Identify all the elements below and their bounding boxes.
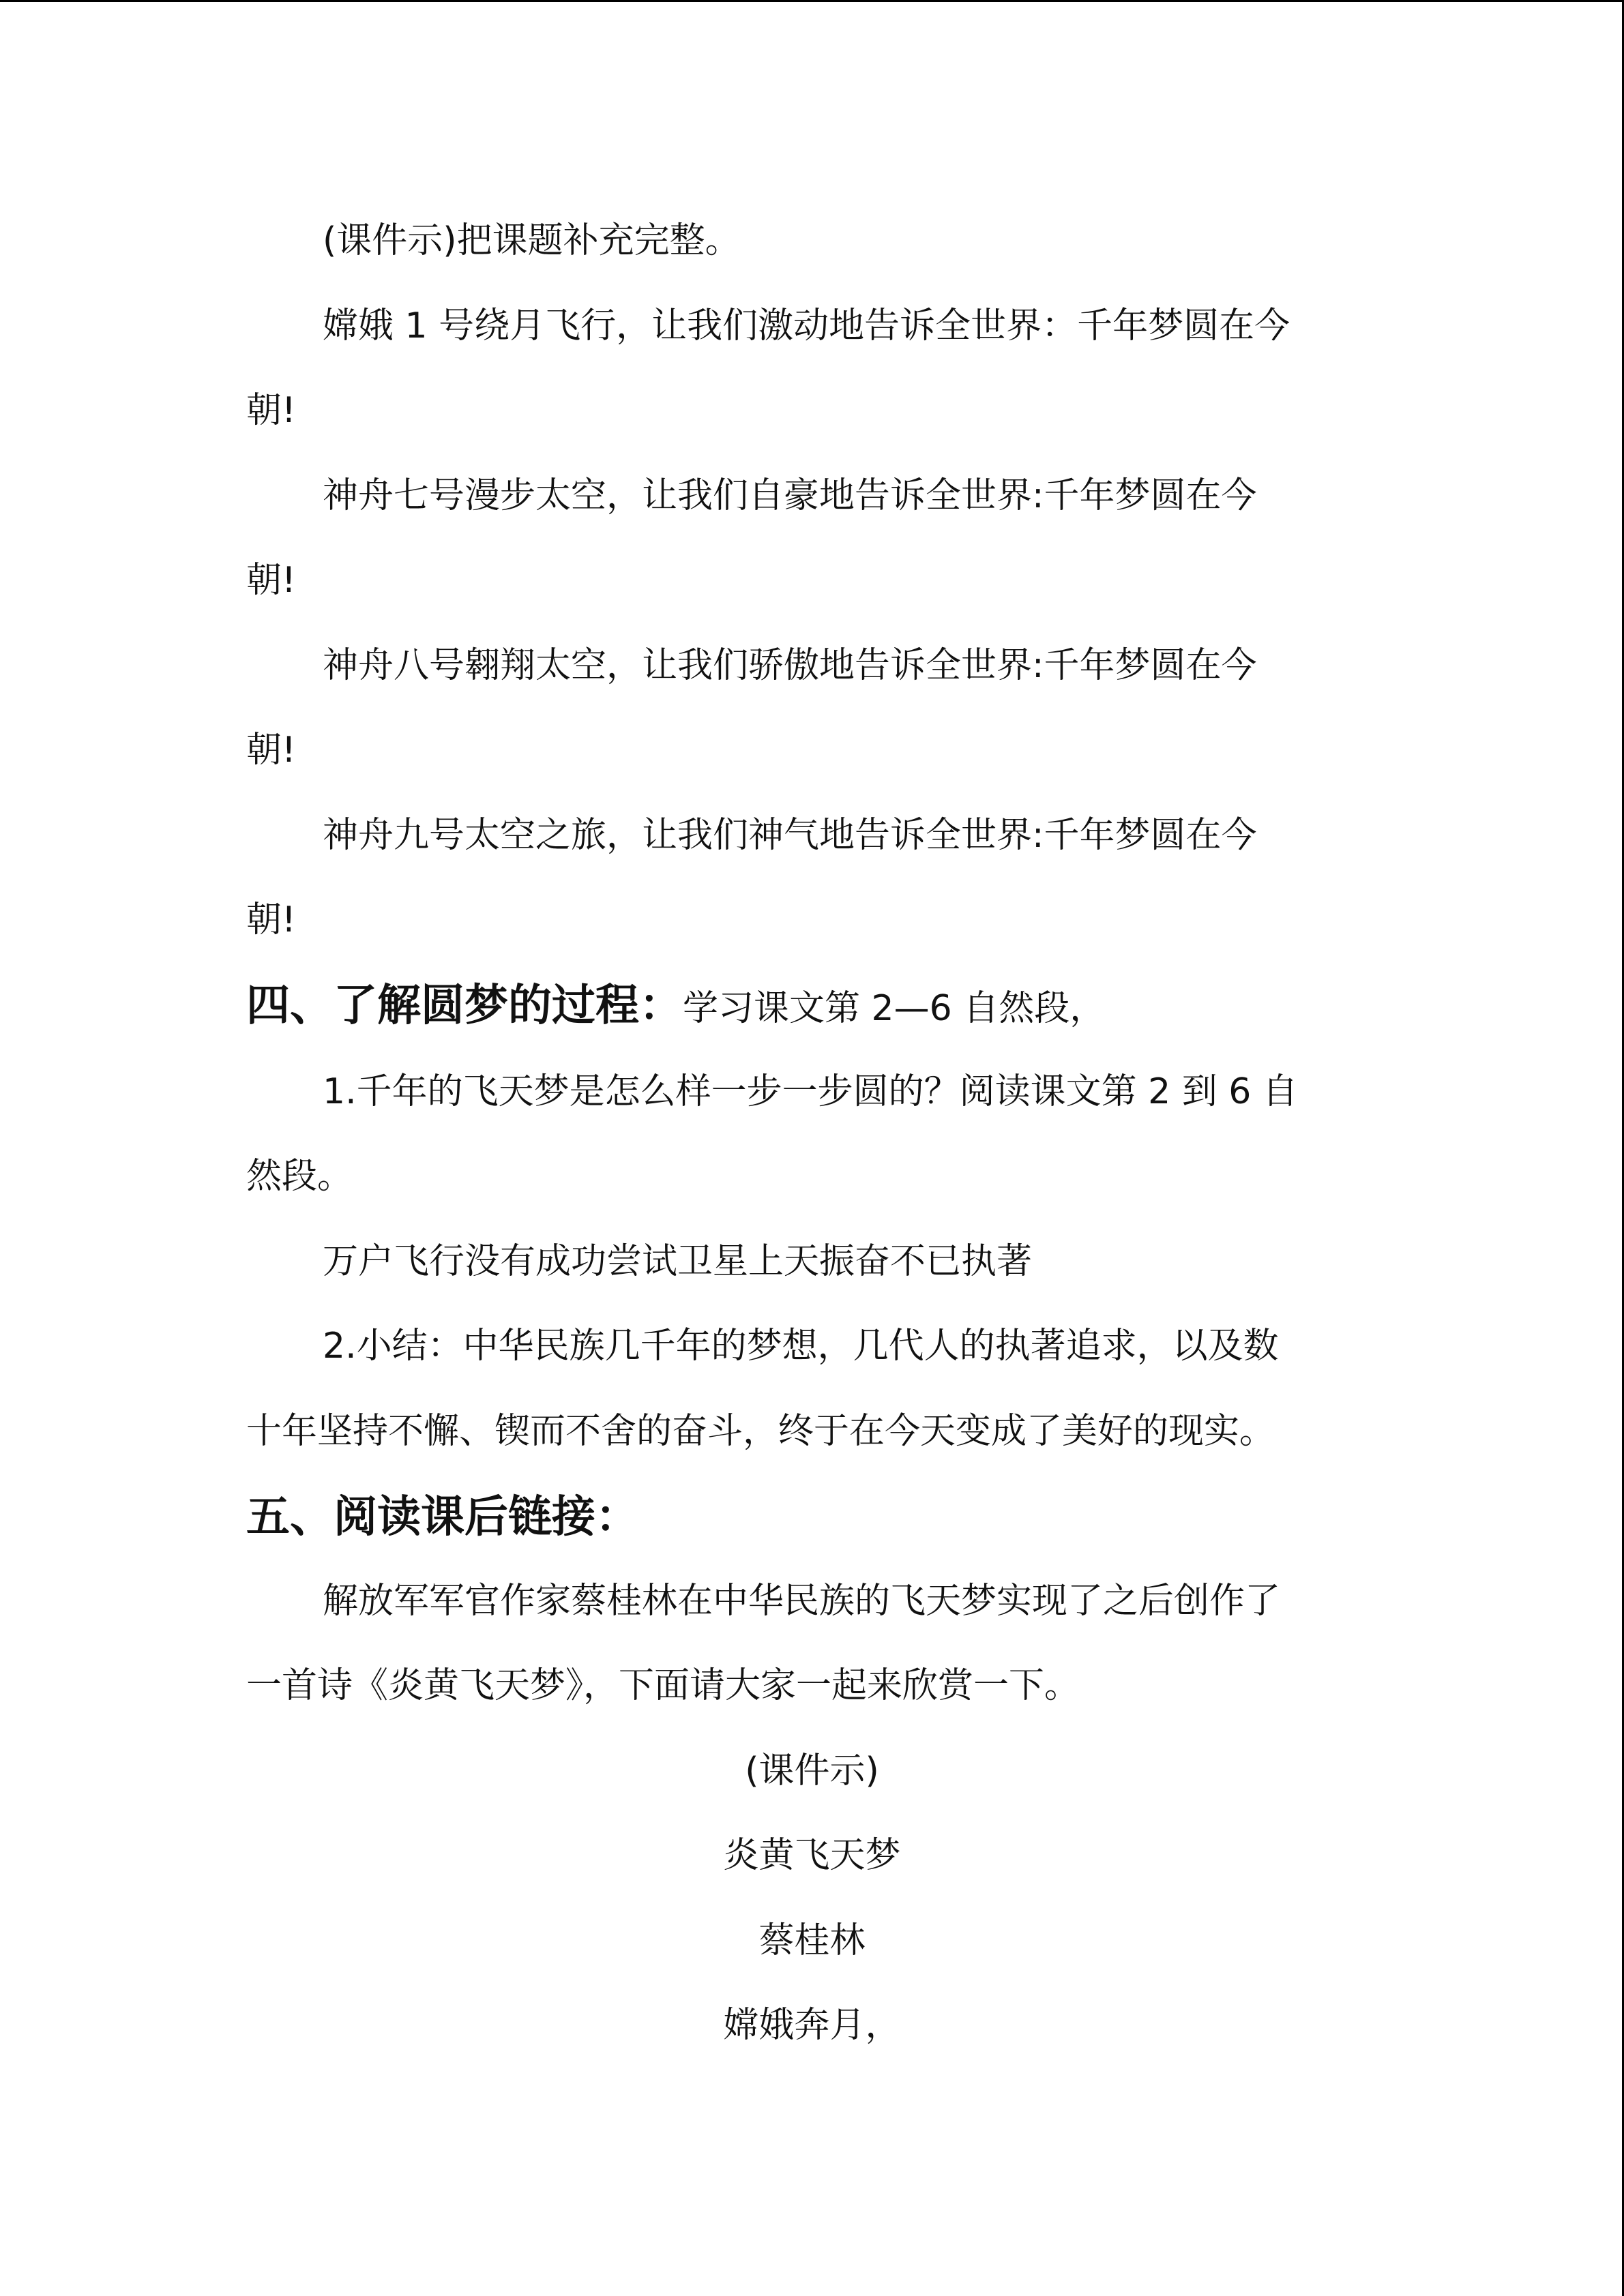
poem-title: 炎黄飞天梦 bbox=[723, 1835, 901, 1876]
section-4-item2-line2: 十年坚持不懈、锲而不舍的奋斗，终于在今天变成了美好的现实。 bbox=[246, 1411, 1275, 1452]
section-4-heading-title: 四、了解圆梦的过程： bbox=[246, 980, 683, 1031]
section-4-steps: 万户飞行没有成功尝试卫星上天振奋不已执著 bbox=[323, 1241, 1033, 1282]
paragraph-shenzhou7-line1: 神舟七号漫步太空，让我们自豪地告诉全世界:千年梦圆在今 bbox=[323, 475, 1257, 516]
paragraph-change1-line2: 朝! bbox=[246, 390, 296, 431]
section-4-item2-line1: 2.小结：中华民族几千年的梦想，几代人的执著追求，以及数 bbox=[323, 1326, 1279, 1367]
section-5-para-line1: 解放军军官作家蔡桂林在中华民族的飞天梦实现了之后创作了 bbox=[323, 1581, 1281, 1622]
paragraph-shenzhou9-line2: 朝! bbox=[246, 899, 296, 940]
paragraph-courseware-title: (课件示)把课题补充完整。 bbox=[323, 220, 741, 261]
poem-author: 蔡桂林 bbox=[758, 1920, 866, 1961]
page-border-top bbox=[0, 0, 1624, 2]
section-4-heading bbox=[246, 979, 1105, 1036]
section-4-item1-line1: 1.千年的飞天梦是怎么样一步一步圆的？阅读课文第 2 到 6 自 bbox=[323, 1071, 1298, 1112]
courseware-note: (课件示) bbox=[745, 1750, 879, 1791]
section-4-heading-tail: 学习课文第 2—6 自然段， bbox=[683, 988, 1106, 1029]
paragraph-shenzhou7-line2: 朝! bbox=[246, 560, 296, 601]
poem-line-1: 嫦娥奔月， bbox=[723, 2005, 901, 2046]
paragraph-shenzhou8-line2: 朝! bbox=[246, 730, 296, 771]
section-5-para-line2: 一首诗《炎黄飞天梦》，下面请大家一起来欣赏一下。 bbox=[246, 1665, 1080, 1706]
section-5-heading: 五、阅读课后链接： bbox=[246, 1491, 639, 1542]
paragraph-change1-line1: 嫦娥 1 号绕月飞行，让我们激动地告诉全世界：千年梦圆在今 bbox=[323, 305, 1290, 346]
paragraph-shenzhou9-line1: 神舟九号太空之旅，让我们神气地告诉全世界:千年梦圆在今 bbox=[323, 815, 1257, 856]
paragraph-shenzhou8-line1: 神舟八号翱翔太空，让我们骄傲地告诉全世界:千年梦圆在今 bbox=[323, 645, 1257, 686]
section-4-item1-line2: 然段。 bbox=[246, 1156, 353, 1197]
